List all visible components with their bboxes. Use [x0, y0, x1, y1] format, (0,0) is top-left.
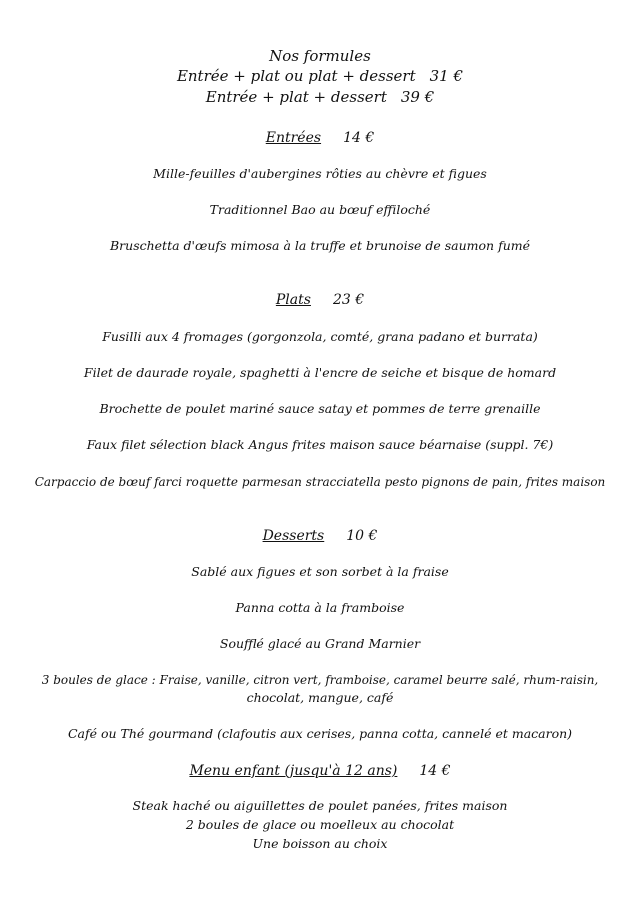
entree-item: Bruschetta d'œufs mimosa à la truffe et brunoise de saumon fumé	[109, 238, 530, 253]
formules-title: Nos formules	[269, 47, 371, 65]
plats-title: Plats	[275, 292, 311, 308]
dessert-item: Panna cotta à la framboise	[235, 600, 405, 615]
plat-item: Carpaccio de bœuf farci roquette parmesan stracciatella pesto pignons de pain, frites maison	[34, 475, 606, 489]
plat-item: Faux filet sélection black Angus frites maison sauce béarnaise (suppl. 7€)	[86, 437, 554, 452]
formule-option-2: Entrée + plat + dessert 39 €	[205, 88, 435, 106]
dessert-item: Café ou Thé gourmand (clafoutis aux cerises, panna cotta, cannelé et macaron)	[67, 726, 573, 741]
entree-item: Mille-feuilles d'aubergines rôties au chèvre et figues	[153, 166, 487, 181]
desserts-price: 10 €	[346, 528, 378, 544]
plats-heading	[0, 291, 640, 309]
enfant-title: Menu enfant (jusqu'à 12 ans)	[189, 763, 398, 779]
entrees-price: 14 €	[343, 130, 375, 146]
plat-item: Brochette de poulet mariné sauce satay et pommes de terre grenaille	[99, 401, 541, 416]
dessert-item: Sablé aux figues et son sorbet à la fraise	[191, 564, 449, 579]
enfant-item: Une boisson au choix	[252, 836, 388, 851]
enfant-price: 14 €	[419, 763, 451, 779]
formule-option-1: Entrée + plat ou plat + dessert 31 €	[176, 67, 464, 85]
formule-option-2-price: 39 €	[400, 88, 435, 106]
dessert-item: Soufflé glacé au Grand Marnier	[219, 636, 421, 651]
plat-item: Filet de daurade royale, spaghetti à l'encre de seiche et bisque de homard	[83, 365, 557, 380]
enfant-item: 2 boules de glace ou moelleux au chocolat	[185, 817, 455, 832]
formule-option-1-price: 31 €	[429, 67, 464, 85]
enfant-item: Steak haché ou aiguillettes de poulet panées, frites maison	[132, 798, 508, 813]
dessert-item-continued: chocolat, mangue, café	[246, 690, 394, 705]
plats-price: 23 €	[332, 292, 365, 308]
entree-item: Traditionnel Bao au bœuf effiloché	[209, 202, 431, 217]
entrees-heading	[0, 129, 640, 147]
desserts-title: Desserts	[262, 528, 325, 544]
entrees-title: Entrées	[265, 130, 322, 146]
plat-item: Fusilli aux 4 fromages (gorgonzola, comté, grana padano et burrata)	[102, 329, 538, 344]
dessert-item: 3 boules de glace : Fraise, vanille, citron vert, framboise, caramel beurre salé, rhum-raisin,	[41, 673, 599, 687]
desserts-heading	[0, 527, 640, 545]
enfant-heading	[0, 762, 640, 780]
